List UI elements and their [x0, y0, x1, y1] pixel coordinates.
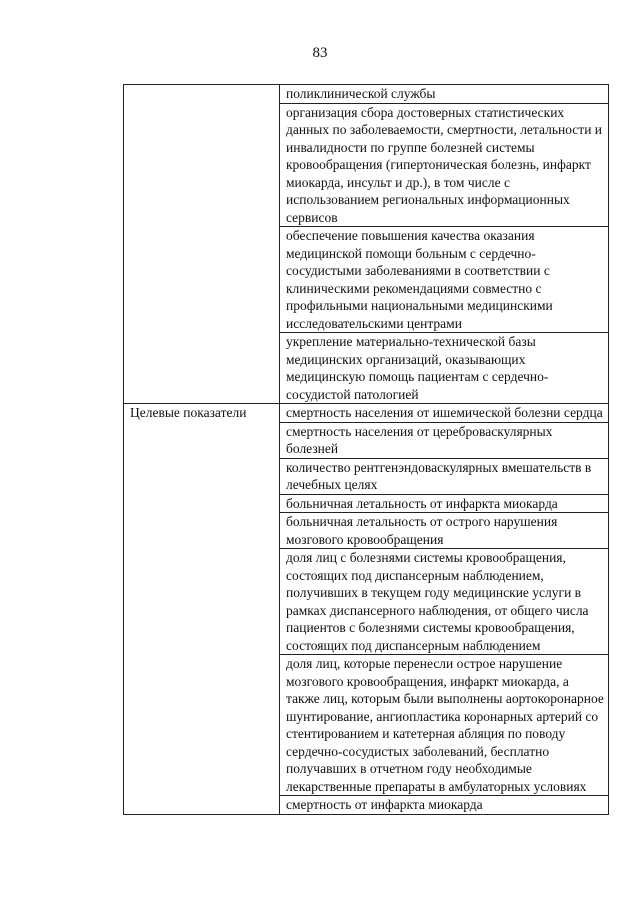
- table-row: [124, 404, 609, 423]
- measure-cell: поликлинической службы: [280, 85, 609, 104]
- indicator-cell: доля лиц, которые перенесли острое нарушение мозгового кровообращения, инфаркт миокарда, а также лиц, которым были выполнены аортокоронарное шунтирование, ангиопластика коронарных артерий со стентированием и катетерная абляция по поводу сердечно-сосудистых заболеваний, бесплатно получавших в отчетном году необходимые лекарственные препараты в амбулаторных условиях: [280, 655, 609, 796]
- program-table: [123, 84, 609, 815]
- page-number: 83: [312, 45, 328, 61]
- measure-cell: организация сбора достоверных статистических данных по заболеваемости, смертности, летальности и инвалидности по группе болезней системы кровообращения (гипертоническая болезнь, инфаркт миокарда, инсульт и др.), в том числе с использованием региональных информационных сервисов: [280, 103, 609, 227]
- empty-left-cell: [124, 85, 280, 404]
- indicator-cell: смертность населения от ишемической болезни сердца: [280, 404, 609, 423]
- indicator-cell: больничная летальность от инфаркта миокарда: [280, 494, 609, 513]
- indicator-cell: смертность населения от цереброваскулярных болезней: [280, 422, 609, 458]
- measure-cell: обеспечение повышения качества оказания медицинской помощи больным с сердечно-сосудистыми заболеваниями в соответствии с клиническими рекомендациями совместно с профильными национальными медицинскими исследовательскими центрами: [280, 227, 609, 333]
- indicator-cell: количество рентгенэндоваскулярных вмешательств в лечебных целях: [280, 458, 609, 494]
- measure-cell: укрепление материально-технической базы медицинских организаций, оказывающих медицинскую помощь пациентам с сердечно-сосудистой патологией: [280, 333, 609, 404]
- target-indicators-label: Целевые показатели: [124, 404, 280, 815]
- indicator-cell: смертность от инфаркта миокарда: [280, 796, 609, 815]
- table-row: [124, 85, 609, 104]
- indicator-cell: доля лиц с болезнями системы кровообращения, состоящих под диспансерным наблюдением, получивших в текущем году медицинские услуги в рамках диспансерного наблюдения, от общего числа пациентов с болезнями системы кровообращения, состоящих под диспансерным наблюдением: [280, 549, 609, 655]
- indicator-cell: больничная летальность от острого нарушения мозгового кровообращения: [280, 513, 609, 549]
